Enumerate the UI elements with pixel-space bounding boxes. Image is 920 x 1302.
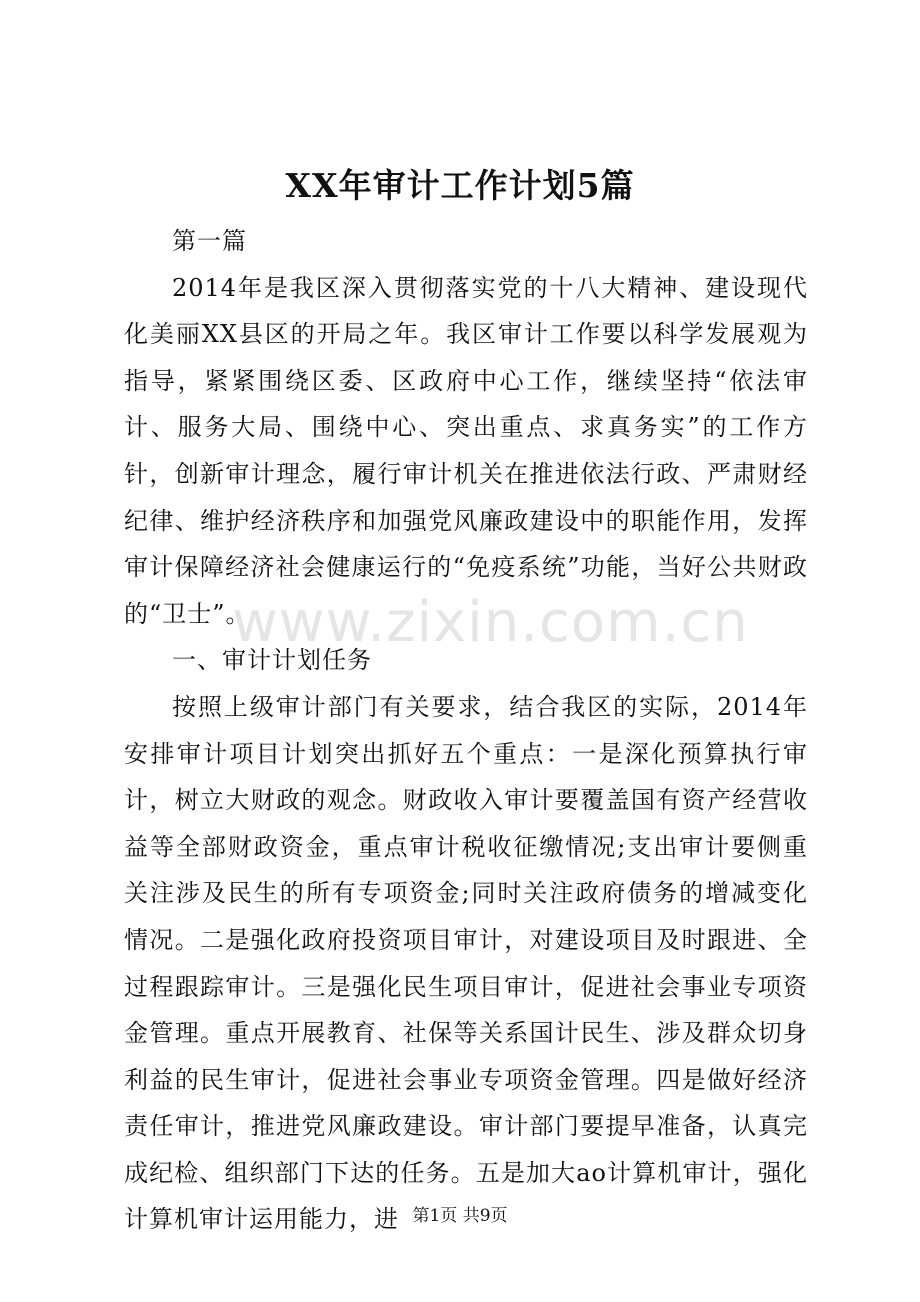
section-heading: 第一篇 [172,227,247,255]
document-body [124,218,808,1243]
watermark: www.zixin.com.cn [232,590,749,655]
subsection-heading: 一、审计计划任务 [172,646,372,675]
paragraph-plan: 按照上级审计部门有关要求，结合我区的实际，2014年安排审计项目计划突出抓好五个重点：一是深化预算执行审计，树立大财政的观念。财政收入审计要覆盖国有资产经营收益等全部财政资金，重点审计税收征缴情况;支出审计要侧重关注涉及民生的所有专项资金;同时关注政府债务的增减变化情况。二是强化政府投资项目审计，对建设项目及时跟进、全过程跟踪审计。三是强化民生项目审计，促进社会事业专项资金管理。重点开展教育、社保等关系国计民生、涉及群众切身利益的民生审计，促进社会事业专项资金管理。四是做好经济责任审计，推进党风廉政建设。审计部门要提早准备，认真完成纪检、组织部门下达的任务。五是加大ao计算机审计，强化计算机审计运用能力，进 [124,692,808,1234]
page-footer: 第1页 共9页 [412,1206,508,1226]
paragraph-intro: 2014年是我区深入贯彻落实党的十八大精神、建设现代化美丽XX县区的开局之年。我区审计工作要以科学发展观为指导，紧紧围绕区委、区政府中心工作，继续坚持“依法审计、服务大局、围绕中心、突出重点、求真务实”的工作方针，创新审计理念，履行审计机关在推进依法行政、严肃财经纪律、维护经济秩序和加强党风廉政建设中的职能作用，发挥审计保障经济社会健康运行的“免疫系统”功能，当好公共财政的“卫士”。 [124,273,808,628]
document-title: XX年审计工作计划5篇 [285,166,635,205]
